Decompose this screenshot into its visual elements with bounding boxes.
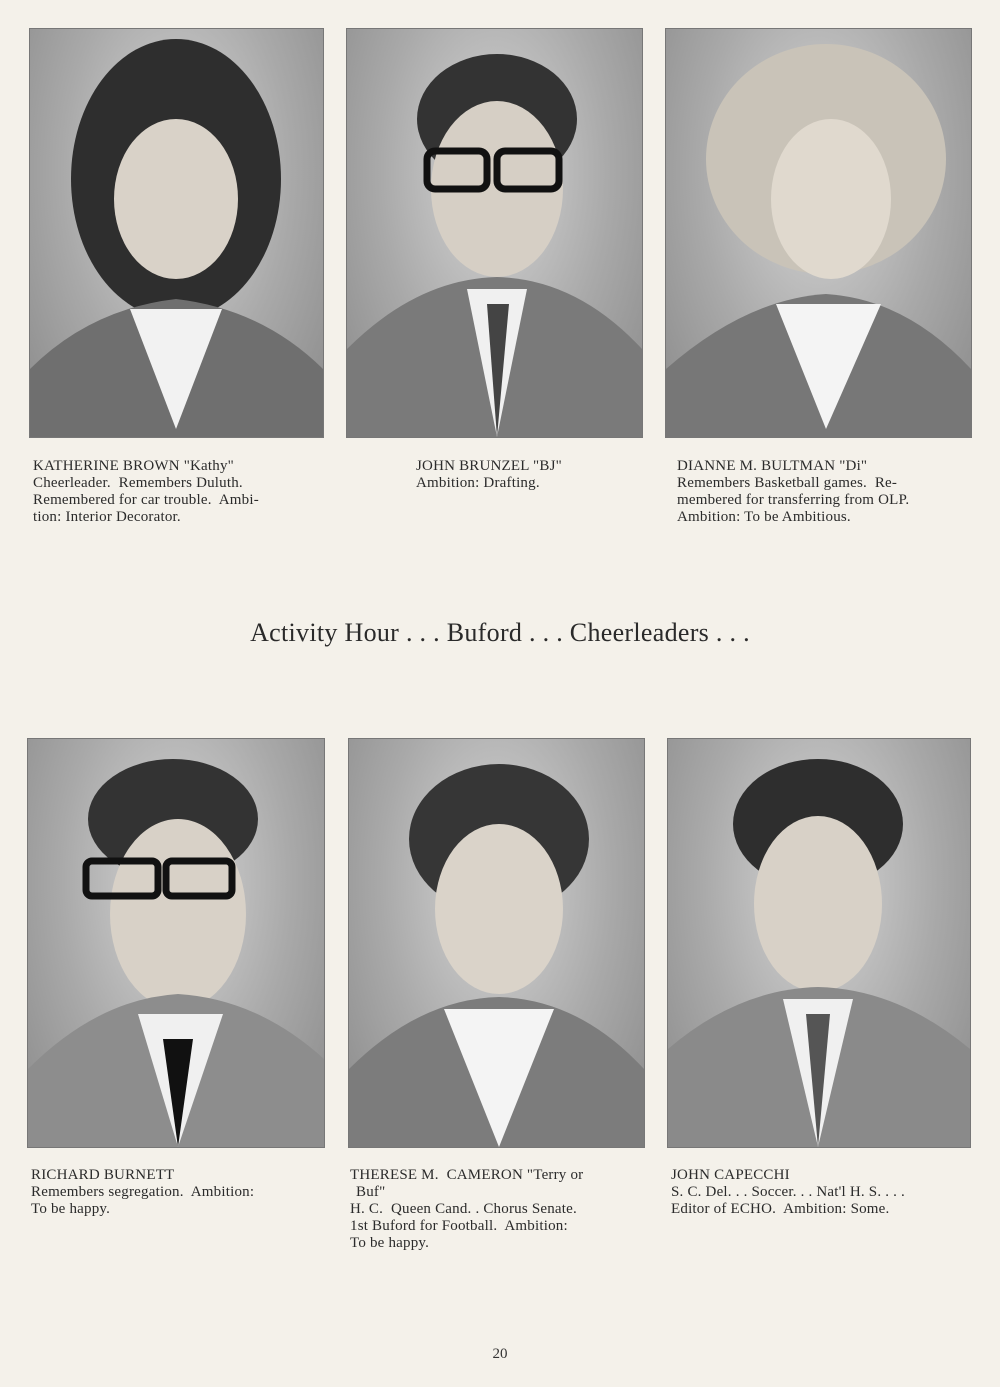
caption-john-capecchi	[671, 1167, 905, 1218]
portrait-photo-dianne-bultman	[665, 28, 972, 438]
senior-name: RICHARD BURNETT	[31, 1167, 175, 1183]
portrait-photo-therese-cameron	[348, 738, 645, 1148]
caption-line: membered for transferring from OLP.	[677, 492, 910, 508]
caption-therese-cameron	[350, 1167, 583, 1252]
caption-line: To be happy.	[350, 1235, 430, 1251]
caption-line: 1st Buford for Football. Ambition:	[350, 1218, 568, 1234]
caption-line: Ambition: To be Ambitious.	[677, 509, 851, 525]
portrait-silhouette	[666, 29, 971, 437]
portrait-silhouette	[349, 739, 644, 1147]
caption-line: Remembers segregation. Ambition:	[31, 1184, 255, 1200]
caption-line: Remembered for car trouble. Ambi-	[33, 492, 259, 508]
portrait-silhouette	[347, 29, 642, 437]
portrait-photo-richard-burnett	[27, 738, 325, 1148]
caption-line: tion: Interior Decorator.	[33, 509, 181, 525]
caption-richard-burnett	[31, 1167, 254, 1218]
caption-dianne-bultman	[677, 458, 909, 526]
caption-line: Cheerleader. Remembers Duluth.	[33, 475, 243, 491]
portrait-photo-john-capecchi	[667, 738, 971, 1148]
portrait-silhouette	[30, 29, 323, 437]
caption-line: S. C. Del. . . Soccer. . . Nat'l H. S. . . .	[671, 1184, 905, 1200]
caption-line: To be happy.	[31, 1201, 111, 1217]
portrait-photo-john-brunzel	[346, 28, 643, 438]
senior-name: THERESE M. CAMERON "Terry or	[350, 1167, 584, 1183]
caption-line: Buf"	[356, 1184, 386, 1200]
portrait-silhouette	[28, 739, 324, 1147]
portrait-photo-katherine-brown	[29, 28, 324, 438]
senior-name: DIANNE M. BULTMAN "Di"	[677, 458, 868, 474]
senior-name: KATHERINE BROWN "Kathy"	[33, 458, 234, 474]
page-number: 20	[492, 1346, 508, 1362]
caption-line: Remembers Basketball games. Re-	[677, 475, 898, 491]
caption-line: H. C. Queen Cand. . Chorus Senate.	[350, 1201, 577, 1217]
caption-katherine-brown	[33, 458, 259, 526]
senior-name: JOHN CAPECCHI	[671, 1167, 790, 1183]
portrait-silhouette	[668, 739, 970, 1147]
caption-line: Editor of ECHO. Ambition: Some.	[671, 1201, 890, 1217]
caption-line: Ambition: Drafting.	[416, 475, 540, 491]
caption-john-brunzel	[416, 458, 562, 492]
senior-name: JOHN BRUNZEL "BJ"	[416, 458, 562, 474]
page-headline: Activity Hour . . . Buford . . . Cheerleaders . . .	[250, 618, 750, 647]
